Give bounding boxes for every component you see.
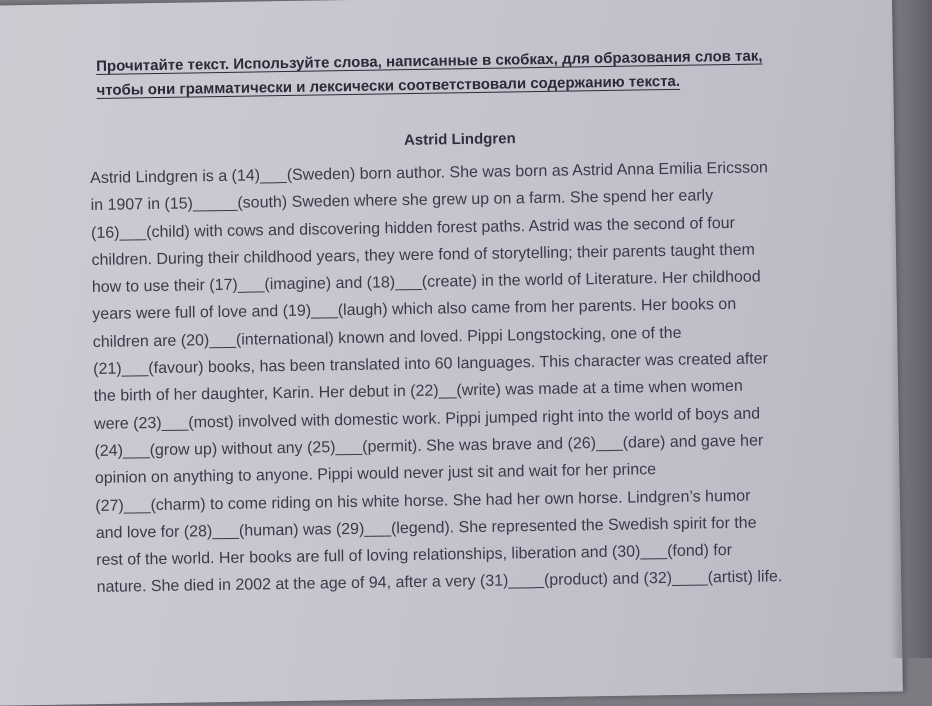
text-body [90, 153, 877, 602]
text-line: (27)___(charm) to come riding on his white horse. She had her own horse. Lindgren’s humor [95, 487, 751, 515]
text-line: the birth of her daughter, Karin. Her debut in (22)__(write) was made at a time when women [93, 378, 743, 406]
text-line: (24)___(grow up) without any (25)___(permit). She was brave and (26)___(dare) and gave her [94, 432, 764, 460]
text-line: nature. She died in 2002 at the age of 94, after a very (31)____(product) and (32)____(artist) life. [96, 568, 783, 597]
text-line: children. During their childhood years, they were fond of storytelling; their parents taught them [91, 241, 756, 269]
instruction-line-2: чтобы они грамматически и лексически соответствовали содержанию текста. [96, 72, 681, 99]
text-line: and love for (28)___(human) was (29)___(legend). She represented the Swedish spirit for the [95, 514, 757, 542]
text-line: how to use their (17)___(imagine) and (18)___(create) in the world of Literature. Her childhood [91, 268, 761, 297]
text-line: Astrid Lindgren is a (14)___(Sweden) born author. She was born as Astrid Anna Emilia Ericsson [90, 159, 768, 187]
text-line: (21)___(favour) books, has been translated into 60 languages. This character was created after [93, 350, 769, 379]
text-line: in 1907 in (15)_____(south) Sweden where she grew up on a farm. She spend her early [90, 187, 714, 215]
text-title: Astrid Lindgren [403, 130, 516, 149]
text-line: (16)___(child) with cows and discovering hidden forest paths. Astrid was the second of four [90, 214, 736, 242]
text-line: rest of the world. Her books are full of loving relationships, liberation and (30)___(fond) for [96, 542, 733, 570]
table-edge [890, 0, 932, 658]
text-line: years were full of love and (19)___(laugh) which also came from her parents. Her books on [92, 296, 737, 324]
text-line: children are (20)___(international) known and loved. Pippi Longstocking, one of the [92, 324, 682, 351]
instruction-line-1: Прочитайте текст. Используйте слова, написанные в скобках, для образования слов так, [96, 47, 763, 75]
text-line: opinion on anything to anyone. Pippi would never just sit and wait for her prince [94, 461, 657, 488]
text-line: were (23)___(most) involved with domestic work. Pippi jumped right into the world of boys and [93, 405, 761, 433]
